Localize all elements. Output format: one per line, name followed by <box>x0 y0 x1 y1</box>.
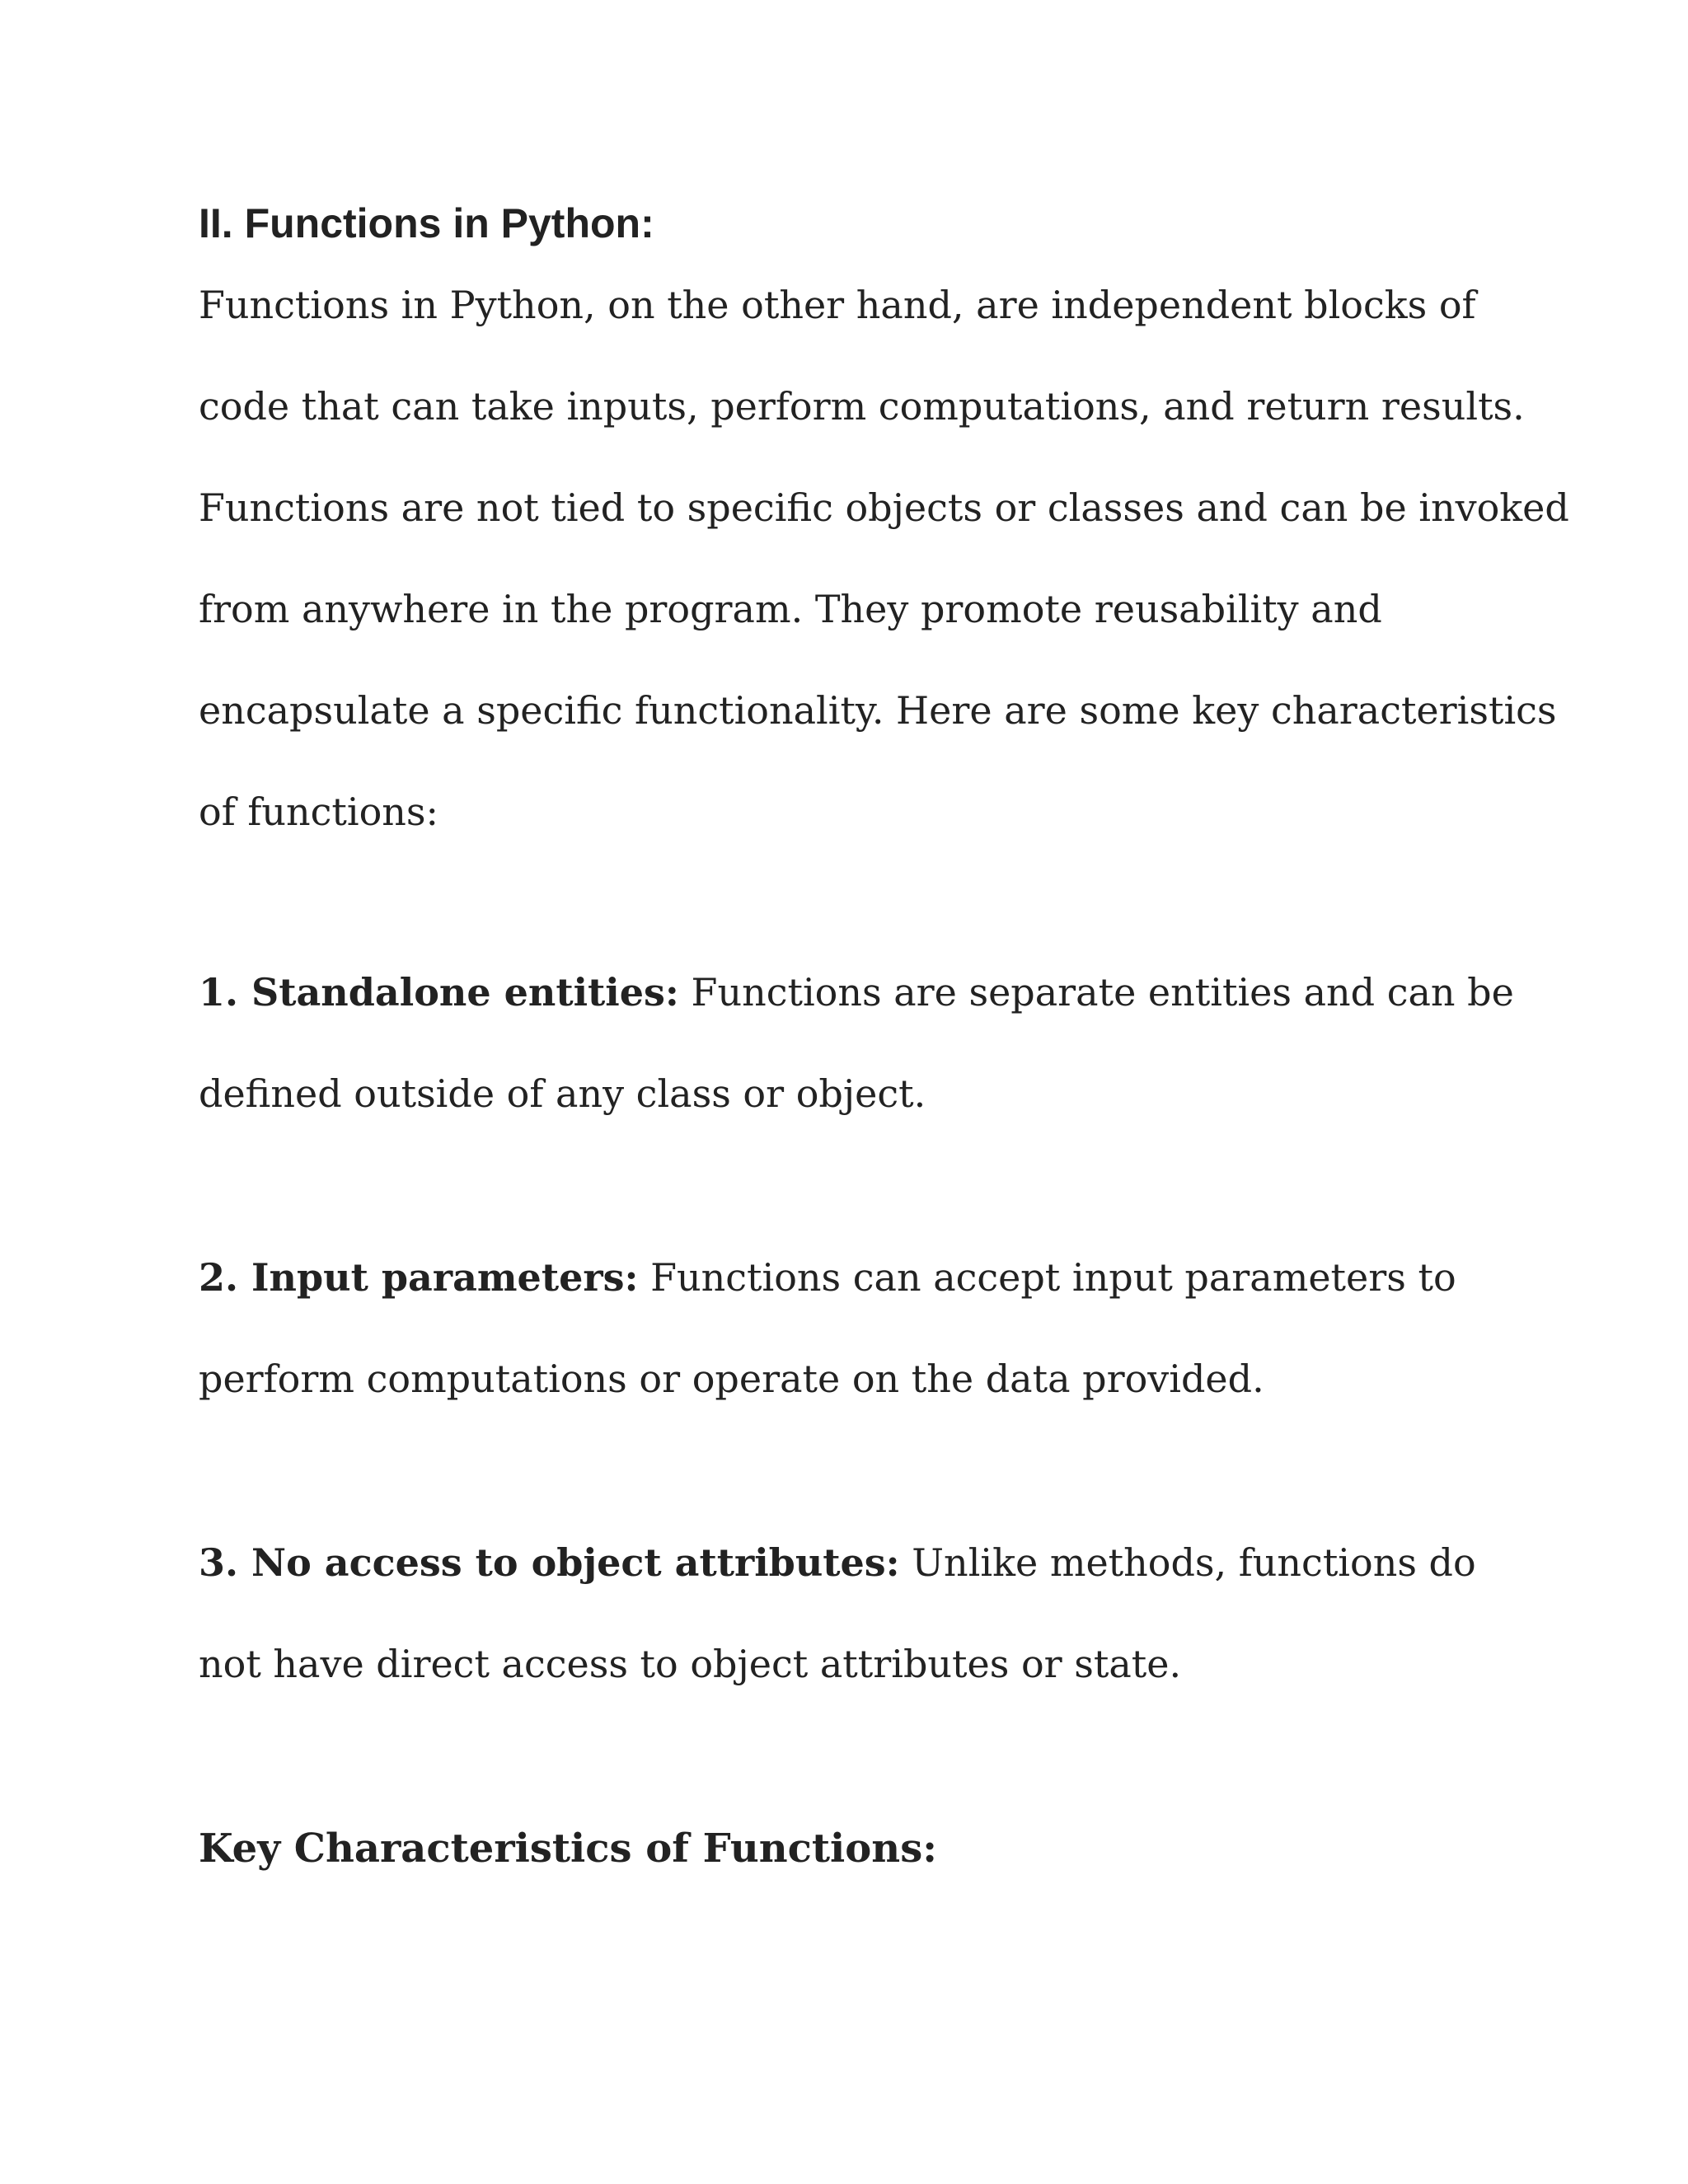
intro-line: code that can take inputs, perform computations, and return results. <box>199 384 1525 429</box>
point-standalone-entities <box>199 966 1514 1019</box>
point-label: 1. Standalone entities: <box>199 970 679 1015</box>
intro-line: Functions are not tied to specific objects or classes and can be invoked <box>199 485 1569 530</box>
intro-line: Functions in Python, on the other hand, are independent blocks of <box>199 283 1476 327</box>
key-characteristics-heading: Key Characteristics of Functions: <box>199 1825 937 1872</box>
point-text-continued: defined outside of any class or object. <box>199 1071 926 1116</box>
intro-line: of functions: <box>199 790 439 834</box>
point-label: 3. No access to object attributes: <box>199 1540 900 1585</box>
point-text: Unlike methods, functions do <box>899 1540 1476 1585</box>
intro-line: from anywhere in the program. They promote reusability and <box>199 587 1382 631</box>
point-text: Functions can accept input parameters to <box>638 1255 1456 1300</box>
point-label: 2. Input parameters: <box>199 1255 639 1300</box>
point-text: Functions are separate entities and can be <box>678 970 1514 1015</box>
point-text-continued: perform computations or operate on the data provided. <box>199 1357 1264 1401</box>
point-no-access-attributes <box>199 1536 1476 1589</box>
point-text-continued: not have direct access to object attributes or state. <box>199 1642 1182 1686</box>
point-input-parameters <box>199 1251 1456 1304</box>
section-heading: II. Functions in Python: <box>199 200 654 246</box>
intro-line: encapsulate a specific functionality. Here are some key characteristics <box>199 688 1557 733</box>
